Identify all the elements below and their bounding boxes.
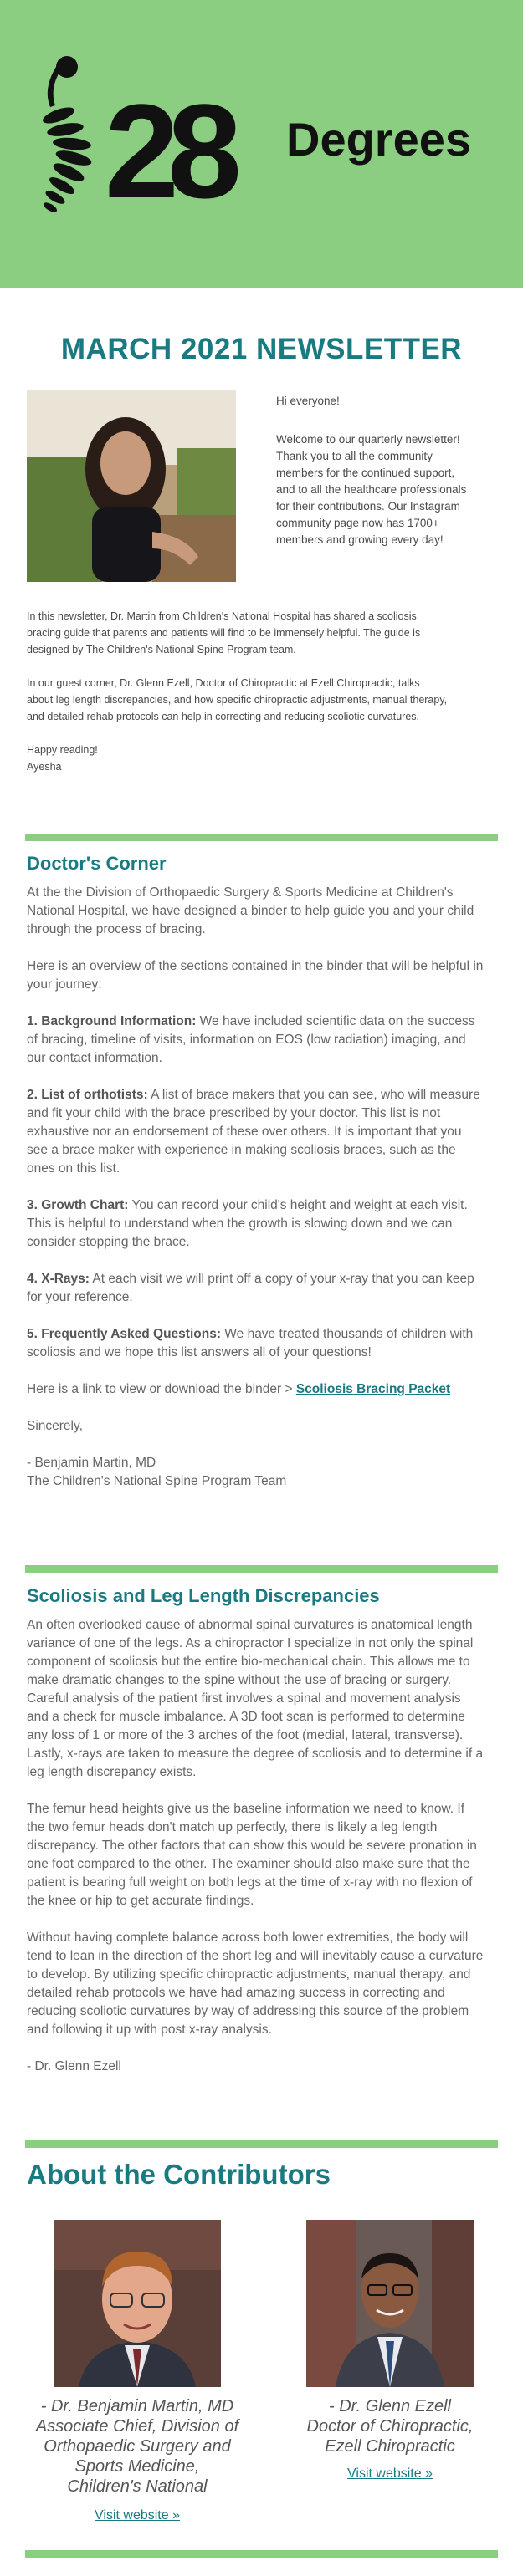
sl-para-3-line: and following it up with post x-ray analysis. — [27, 2023, 272, 2037]
sl-para-1-line: Careful analysis of the patient first involves a spinal and movement analysis — [27, 1691, 461, 1706]
welcome-line: Thank you to all the community — [276, 450, 433, 462]
martin-website-link[interactable]: Visit website » — [95, 2508, 180, 2522]
martin-portrait — [54, 2220, 221, 2387]
caption-line: Children's National — [67, 2477, 208, 2496]
section-divider — [25, 2550, 498, 2558]
caption-line: - Dr. Glenn Ezell — [329, 2397, 451, 2415]
martin-caption — [25, 2396, 249, 2497]
dc-section-text: ones on this list. — [27, 1161, 120, 1176]
section-divider — [25, 834, 498, 841]
logo-word: Degrees — [286, 113, 472, 166]
sl-para-1-line: any loss of 1 or more of the 3 arches of the foot (medial, lateral, transverse). — [27, 1728, 464, 1742]
intro-para-2-line: In our guest corner, Dr. Glenn Ezell, Doctor of Chiropractic at Ezell Chiropractic, talks — [27, 677, 420, 689]
welcome-line: and to all the healthcare professionals — [276, 483, 467, 496]
signoff: Happy reading! — [27, 744, 98, 756]
contributors-heading: About the Contributors — [27, 2159, 331, 2190]
caption-line: - Dr. Benjamin Martin, MD — [40, 2397, 234, 2415]
dc-section-text: scoliosis and we hope this list answers all of your questions! — [27, 1345, 372, 1359]
welcome-line: members for the continued support, — [276, 467, 455, 479]
dc-section-text: and fit your child with the brace prescribed by your doctor. This list is not — [27, 1106, 441, 1120]
welcome-line: Welcome to our quarterly newsletter! — [276, 433, 460, 446]
binder-link-prefix: Here is a link to view or download the binder > — [27, 1382, 296, 1396]
sl-para-1-line: Lastly, x-rays are taken to measure the degree of scoliosis and to determine if a — [27, 1747, 484, 1761]
dc-overview-line: Here is an overview of the sections contained in the binder that will be helpful in — [27, 959, 484, 973]
sl-para-2-line: patient is bearing full weight on both legs at the time of x-ray with no flexion of — [27, 1875, 473, 1890]
sl-para-3-line: to develop. By utilizing specific chiropractic adjustments, manual therapy, and — [27, 1967, 471, 1982]
sl-para-1-line: leg length discrepancy exists. — [27, 1765, 197, 1779]
intro-para-2-line: and detailed rehab protocols can help in correcting and reducing scoliotic curvatures. — [27, 711, 420, 722]
dc-section-text: for your reference. — [27, 1290, 133, 1304]
scoliosis-leg-heading: Scoliosis and Leg Length Discrepancies — [27, 1585, 380, 1606]
dc-section-text: of bracing, timeline of visits, information on EOS (low radiation) imaging, and — [27, 1033, 466, 1047]
dc-section-title: 3. Growth Chart: — [27, 1198, 129, 1212]
dc-section-text: We have included scientific data on the success — [196, 1014, 475, 1028]
dc-section-text: see a brace maker with experience in making scoliosis braces, such as the — [27, 1143, 456, 1157]
dc-section-text: exhaustive nor an endorsement of these over others. It is important that you — [27, 1125, 462, 1139]
ezell-website-link[interactable]: Visit website » — [347, 2466, 433, 2481]
dc-intro-line: through the process of bracing. — [27, 922, 206, 936]
section-divider — [25, 2140, 498, 2148]
greeting: Hi everyone! — [276, 395, 340, 407]
dc-signature-name: - Benjamin Martin, MD — [27, 1456, 156, 1470]
intro-para-1-line: In this newsletter, Dr. Martin from Children's National Hospital has shared a scoliosis — [27, 610, 417, 622]
spine-figure-icon — [41, 56, 93, 214]
dc-section-text: This is helpful to understand when the growth is slowing down and we can — [27, 1217, 453, 1231]
welcome-line: community page now has 1700+ — [276, 517, 439, 529]
intro-para-2-line: about leg length discrepancies, and how specific chiropractic adjustments, manual therapy, — [27, 694, 448, 706]
dc-overview-line: your journey: — [27, 977, 102, 992]
sl-para-1-line: An often overlooked cause of abnormal spinal curvatures is anatomical length — [27, 1618, 473, 1632]
sl-para-3-line: tend to lean in the direction of the short leg and will inevitably cause a curvature — [27, 1949, 484, 1963]
caption-line: Sports Medicine, — [74, 2457, 200, 2476]
sl-para-1-line: and a check for muscle imbalance. A 3D foot scan is performed to determine — [27, 1710, 465, 1724]
intro-para-1-line: designed by The Children's National Spine Program team. — [27, 644, 296, 655]
sl-para-3-line: Without having complete balance across both lower extremities, the body will — [27, 1931, 469, 1945]
caption-line: Doctor of Chiropractic, — [306, 2417, 474, 2436]
sl-para-2-line: the two femur heads don't match up perfectly, there is likely a leg length — [27, 1820, 438, 1834]
sl-para-2-line: discrepancy. The other factors that can show this would be severe pronation in — [27, 1839, 477, 1853]
welcome-line: for their contributions. Our Instagram — [276, 500, 460, 513]
dc-signature-team: The Children's National Spine Program Team — [27, 1474, 287, 1488]
sl-para-2-line: the knee or hip to get accurate findings. — [27, 1894, 254, 1908]
caption-line: Orthopaedic Surgery and — [44, 2437, 231, 2456]
sl-para-2-line: The femur head heights give us the baseline information we need to know. If — [27, 1802, 465, 1816]
dc-section-text: At each visit we will print off a copy of your x-ray that you can keep — [89, 1272, 474, 1286]
sl-para-1-line: make dramatic changes to the spine without the use of bracing or surgery. — [27, 1673, 452, 1687]
intro-para-1-line: bracing guide that parents and patients will find to be immensely helpful. The guide is — [27, 627, 421, 639]
ezell-portrait — [306, 2220, 474, 2387]
doctors-corner-heading: Doctor's Corner — [27, 853, 167, 874]
sl-para-1-line: variance of one of the legs. As a chiropractor I specialize in not only the spinal — [27, 1636, 474, 1650]
dc-section-title: 1. Background Information: — [27, 1014, 197, 1028]
sl-para-3-line: detailed rehab protocols we have had amazing success in correcting and — [27, 1986, 445, 2000]
sl-para-3-line: reducing scoliotic curvatures by way of addressing this source of the problem — [27, 2004, 469, 2018]
sl-signature: - Dr. Glenn Ezell — [27, 2059, 121, 2074]
dc-section-title: 4. X-Rays: — [27, 1272, 90, 1286]
dc-section-title: 5. Frequently Asked Questions: — [27, 1327, 221, 1341]
newsletter-title: MARCH 2021 NEWSLETTER — [60, 333, 463, 365]
signature: Ayesha — [27, 761, 62, 773]
caption-line: Ezell Chiropractic — [325, 2437, 455, 2456]
logo-number: 28 — [105, 76, 230, 224]
ezell-caption — [276, 2396, 504, 2456]
dc-intro-line: National Hospital, we have designed a binder to help guide you and your child — [27, 904, 474, 918]
dc-section-text: A list of brace makers that you can see, who will measure — [147, 1088, 480, 1102]
dc-intro-line: At the the Division of Orthopaedic Surgery & Sports Medicine at Children's — [27, 885, 454, 900]
dc-section-title: 2. List of orthotists: — [27, 1088, 148, 1102]
welcome-line: members and growing every day! — [276, 533, 444, 546]
author-photo — [27, 390, 236, 582]
brand-logo — [25, 48, 502, 224]
dc-section-text: consider stopping the brace. — [27, 1235, 190, 1249]
bracing-packet-link[interactable]: Scoliosis Bracing Packet — [295, 1382, 451, 1396]
dc-section-text: our contact information. — [27, 1051, 162, 1065]
dc-section-text: You can record your child's height and weight at each visit. — [128, 1198, 468, 1212]
dc-closing: Sincerely, — [27, 1419, 83, 1433]
dc-section-text: We have treated thousands of children with — [220, 1327, 474, 1341]
caption-line: Associate Chief, Division of — [35, 2417, 239, 2436]
sl-para-1-line: component of scoliosis but the entire bio-mechanical chain. This allows me to — [27, 1655, 470, 1669]
section-divider — [25, 1565, 498, 1573]
sl-para-2-line: one foot compared to the other. The examiner should also make sure that the — [27, 1857, 470, 1871]
